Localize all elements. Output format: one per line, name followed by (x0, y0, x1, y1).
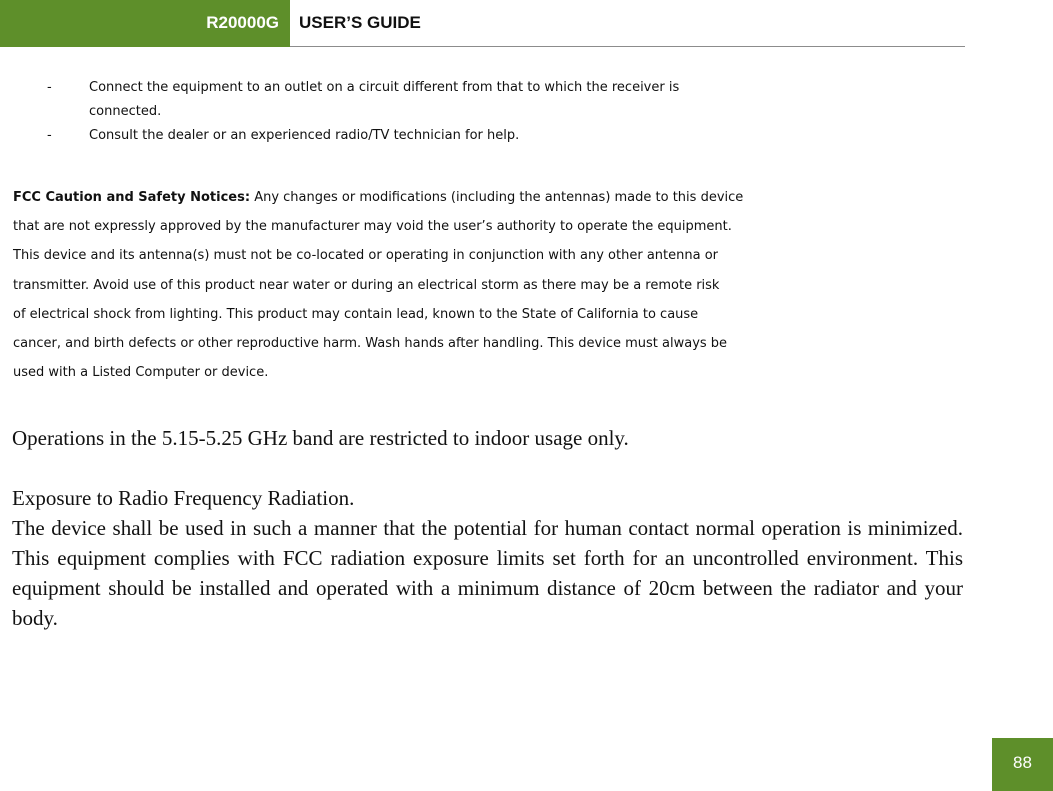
exposure-heading: Exposure to Radio Frequency Radiation. (12, 486, 355, 510)
bullet-text-line: Consult the dealer or an experienced radio/TV technician for help. (89, 128, 520, 143)
list-item (0, 76, 900, 124)
list-item (0, 124, 900, 148)
page-number-badge: 88 (992, 738, 1053, 791)
fcc-line: cancer, and birth defects or other reproductive harm. Wash hands after handling. This device must always be (13, 336, 728, 352)
fcc-line: used with a Listed Computer or device. (13, 365, 269, 381)
bullet-dash: - (47, 80, 52, 95)
exposure-paragraph: The device shall be used in such a manner that the potential for human contact normal operation is minimized. This equipment complies with FCC radiation exposure limits set forth for an uncontrolled environment. This equipment should be installed and operated with a minimum distance of 20cm between the radiator and your body. (12, 516, 963, 630)
bullet-dash: - (47, 128, 52, 143)
model-name: R20000G (0, 0, 290, 47)
page-header (0, 0, 965, 47)
bullet-text-line: Connect the equipment to an outlet on a circuit different from that to which the receiver is (89, 80, 680, 95)
fcc-line: that are not expressly approved by the manufacturer may void the user’s authority to operate the equipment. (13, 219, 732, 235)
fcc-line: This device and its antenna(s) must not be co-located or operating in conjunction with any other antenna or (13, 248, 718, 264)
guide-title: USER’S GUIDE (299, 13, 421, 32)
fcc-caution-paragraph (13, 183, 958, 387)
fcc-line-text: Any changes or modifications (including the antennas) made to this device (250, 190, 744, 205)
fcc-caution-heading: FCC Caution and Safety Notices: (13, 190, 251, 205)
fcc-line: of electrical shock from lighting. This product may contain lead, known to the State of California to cause (13, 306, 699, 322)
fcc-line (13, 183, 958, 212)
bullet-text-line: connected. (89, 104, 162, 119)
fcc-line: transmitter. Avoid use of this product near water or during an electrical storm as there may be a remote risk (13, 277, 720, 293)
indoor-usage-notice: Operations in the 5.15-5.25 GHz band are restricted to indoor usage only. (12, 426, 629, 450)
bullet-list (0, 76, 900, 148)
